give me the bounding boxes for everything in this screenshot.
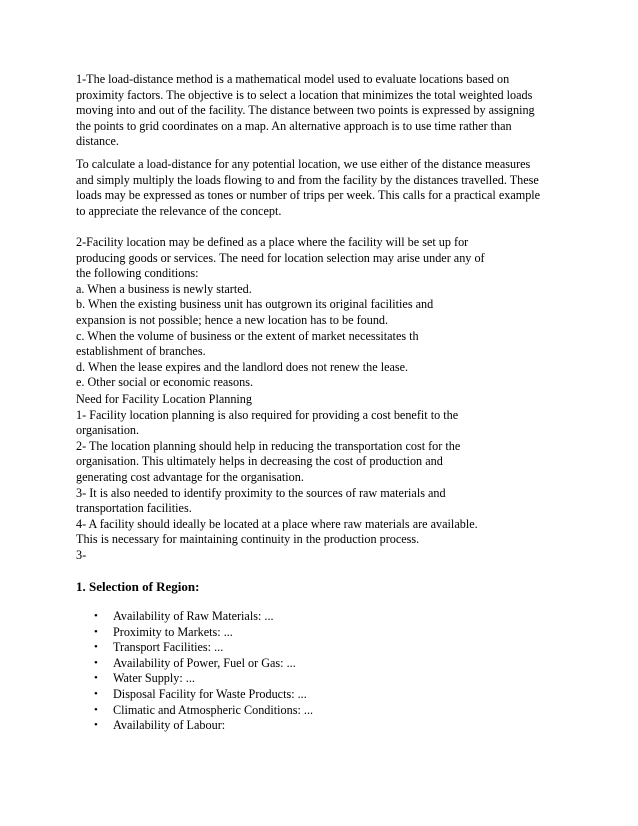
text-line: loads may be expressed as tones or number of trips per week. This calls for a practical example <box>76 188 541 203</box>
paragraph-calculation <box>76 157 576 219</box>
bullet-icon: • <box>94 719 98 732</box>
text-line: generating cost advantage for the organisation. <box>76 469 304 484</box>
section-subtitle: Need for Facility Location Planning <box>76 392 252 406</box>
text-line: This is necessary for maintaining continuity in the production process. <box>76 532 420 547</box>
text-line: establishment of branches. <box>76 344 206 359</box>
text-line: 1- Facility location planning is also required for providing a cost benefit to the <box>76 407 459 422</box>
list-item <box>76 703 313 719</box>
paragraph-load-distance <box>76 72 576 150</box>
section-heading <box>76 579 576 595</box>
text-line: producing goods or services. The need for location selection may arise under any of <box>76 250 485 265</box>
paragraph-need-for-planning <box>76 392 576 548</box>
list-item-text: Availability of Raw Materials: ... <box>113 609 274 623</box>
bullet-icon: • <box>94 687 98 700</box>
list-item-text: Availability of Power, Fuel or Gas: ... <box>113 655 296 670</box>
heading-text: 1. Selection of Region: <box>76 579 200 594</box>
list-item-text: Availability of Labour: <box>113 718 226 733</box>
bullet-icon: • <box>94 672 98 685</box>
text-line: 1-The load-distance method is a mathematical model used to evaluate locations based on <box>76 72 510 86</box>
bullet-list <box>76 609 313 734</box>
list-marker-3 <box>76 548 576 564</box>
list-item <box>76 625 313 641</box>
list-item <box>76 640 313 656</box>
text-line: 4- A facility should ideally be located at a place where raw materials are available. <box>76 516 478 531</box>
text-line: the points to grid coordinates on a map. An alternative approach is to use time rather than <box>76 118 512 133</box>
bullet-icon: • <box>94 703 98 716</box>
text-line: organisation. This ultimately helps in decreasing the cost of production and <box>76 454 443 469</box>
text-line: distance. <box>76 134 119 149</box>
text-line: to appreciate the relevance of the concept. <box>76 203 282 218</box>
bullet-icon: • <box>94 625 98 638</box>
list-item <box>76 609 313 625</box>
list-item-text: Transport Facilities: ... <box>113 640 224 655</box>
bullet-icon: • <box>94 641 98 654</box>
text-line: a. When a business is newly started. <box>76 281 252 296</box>
text-line: moving into and out of the facility. The distance between two points is expressed by assigning <box>76 103 535 118</box>
marker-text: 3- <box>76 548 87 562</box>
text-line: e. Other social or economic reasons. <box>76 375 253 390</box>
text-line: expansion is not possible; hence a new location has to be found. <box>76 312 389 327</box>
text-line: b. When the existing business unit has outgrown its original facilities and <box>76 297 434 312</box>
text-line: proximity factors. The objective is to select a location that minimizes the total weighted loads <box>76 87 533 102</box>
text-line: 2-Facility location may be defined as a place where the facility will be set up for <box>76 235 469 249</box>
text-line: transportation facilities. <box>76 501 192 516</box>
list-item-text: Disposal Facility for Waste Products: ... <box>113 686 307 701</box>
list-item <box>76 656 313 672</box>
list-item-text: Proximity to Markets: ... <box>113 624 233 639</box>
list-item <box>76 718 313 734</box>
text-line: c. When the volume of business or the extent of market necessitates th <box>76 328 419 343</box>
text-line: the following conditions: <box>76 266 199 281</box>
bullet-icon: • <box>94 610 98 622</box>
paragraph-facility-location <box>76 235 576 391</box>
text-line: 2- The location planning should help in reducing the transportation cost for the <box>76 438 461 453</box>
text-line: d. When the lease expires and the landlord does not renew the lease. <box>76 359 409 374</box>
list-item-text: Climatic and Atmospheric Conditions: ... <box>113 702 314 717</box>
list-item <box>76 671 313 687</box>
text-line: To calculate a load-distance for any potential location, we use either of the distance measures <box>76 157 531 171</box>
text-line: organisation. <box>76 423 140 438</box>
list-item-text: Water Supply: ... <box>113 671 195 686</box>
text-line: and simply multiply the loads flowing to and from the facility by the distances travelled. These <box>76 172 539 187</box>
list-item <box>76 687 313 703</box>
text-line: 3- It is also needed to identify proximity to the sources of raw materials and <box>76 485 446 500</box>
bullet-icon: • <box>94 656 98 669</box>
